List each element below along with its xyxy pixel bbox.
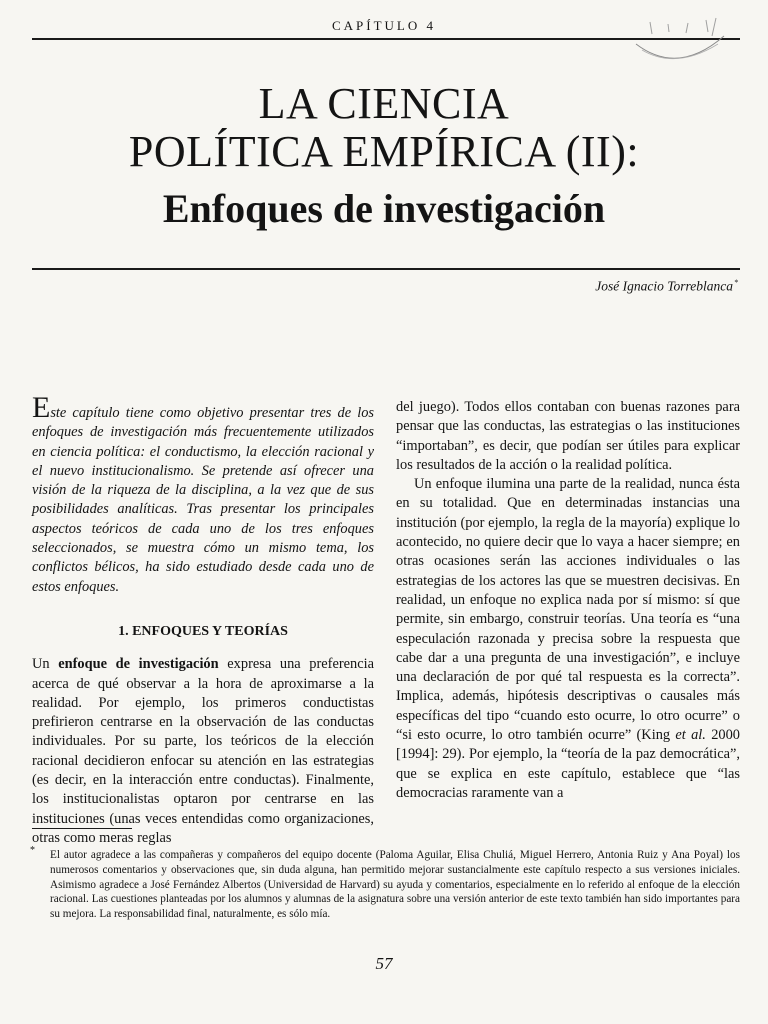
left-column: [32, 391, 374, 848]
title-rule: [32, 268, 740, 270]
abstract-text: ste capítulo tiene como objetivo presentar tres de los enfoques de investigación más frecuentemente utilizados en ciencia política: el conductismo, la elección racional y el nuevo institucionalismo. Se pretende así ofrecer una visión de la riqueza de la disciplina, a la vez que de sus posibilidades analíticas. Tras presentar los principales aspectos teóricos de cada uno de los tres enfoques seleccionados, se muestra cómo un mismo tema, los conflictos bélicos, ha sido estudiado desde cada uno de estos enfoques.: [32, 405, 374, 595]
key-term: enfoque de investigación: [58, 656, 219, 673]
title-line-1: LA CIENCIA: [258, 79, 510, 128]
right-column: [396, 398, 740, 803]
footnote-mark: *: [30, 845, 35, 856]
footnote: [30, 845, 740, 922]
footnote-rule: [32, 828, 132, 829]
author-line: [595, 278, 738, 295]
paragraph-1-start: Un: [32, 656, 59, 673]
title-line-2: POLÍTICA EMPÍRICA (II):: [128, 127, 640, 176]
citation-et-al: et al.: [675, 727, 706, 744]
footnote-text: El autor agradece a las compañeras y compañeros del equipo docente (Paloma Aguilar, Elisa Chuliá, Miguel Herrero, Antonia Ruiz y Ana Poyal) los numerosos comentarios y observaciones que, sin duda alguna, han permitido mejorar sustancialmente este capítulo respecto a sus versiones iniciales. Asimismo agradece a José Fernández Albertos (Universidad de Harvard) su ayuda y comentarios, especialmente en lo referido al enfoque de la elección racional. Las cuestiones planteadas por los alumnos y alumnas de la asignatura sobre una versión anterior de este texto también han sido importantes para su mejora. La responsabilidad final, naturalmente, es sólo mía.: [50, 849, 740, 921]
paragraph-2-a: Un enfoque ilumina una parte de la realidad, nunca ésta en su totalidad. Que en determinadas instancias una institución (por ejemplo, la regla de la mayoría) explique lo acontecido, no quiere decir que lo vaya a hacer siempre; en otras ocasiones serán las acciones individuales o las estrategias de los actores las que se muestren decisivas. En realidad, un enfoque no explica nada por sí mismo: sí que permite, sin embargo, construir teorías. Una teoría es “una especulación razonada y precisa sobre la respuesta que cabe dar a una pregunta de una investigación”, e incluye una declaración de por qué tal respuesta es la correcta”. Implica, además, hipótesis descriptivas o causales más específicas del tipo “cuando esto ocurre, lo otro ocurre” o “si esto ocurre, lo otro también ocurre” (King: [396, 476, 740, 744]
chapter-label: CAPÍTULO 4: [331, 18, 437, 33]
section-heading: 1. ENFOQUES Y TEORÍAS: [118, 623, 288, 639]
author-name: José Ignacio Torreblanca: [595, 278, 733, 294]
author-footnote-mark: *: [734, 278, 738, 287]
paragraph-2-b: 2000 [1994]: 29). Por ejemplo, la “teoría de la paz democrática”, que se explica en este capítulo, establece que “las democracias raramente van a: [396, 727, 740, 801]
abstract: [32, 391, 374, 597]
subtitle: Enfoques de investigación: [162, 186, 606, 231]
paragraph-1-rest: expresa una preferencia acerca de qué observar a la hora de aproximarse a la realidad. Por ejemplo, los primeros conductistas prefirieron centrarse en la observación de las conductas individuales. Por su parte, los teóricos de la elección racional decidieron enfocar su atención en las estrategias (es decir, en la interacción entre conductas). Finalmente, los institucionalistas optaron por centrarse en las instituciones (unas veces entendidas como organizaciones, otras como meras reglas: [32, 656, 374, 846]
drop-cap: E: [32, 391, 51, 424]
paragraph-1-continued: del juego). Todos ellos contaban con buenas razones para pensar que las conductas, las estrategias o las instituciones “importaban”, es decir, que podían ser útiles para explicar los resultados de la acción o la realidad política.: [396, 399, 740, 473]
page-number: 57: [375, 954, 393, 973]
paragraph-1: [32, 655, 374, 848]
paragraph-2: [396, 475, 740, 803]
library-stamp: [628, 14, 728, 74]
